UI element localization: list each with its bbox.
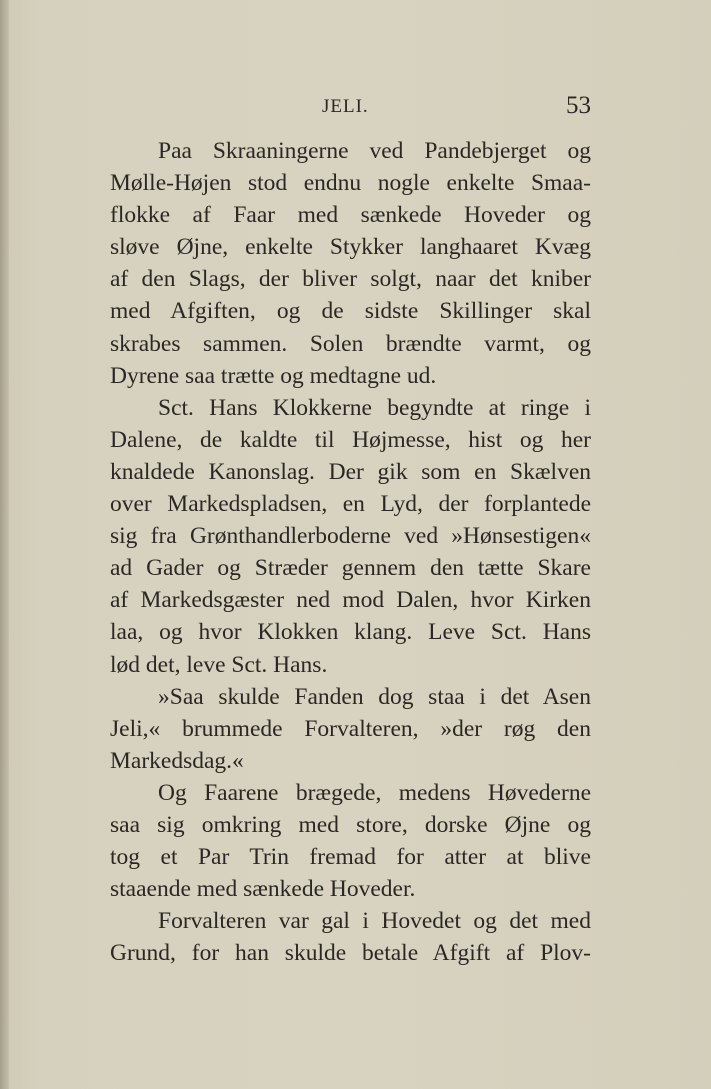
text-line: Dalene, de kaldte til Højmesse, hist og her (110, 426, 591, 453)
page-binding-edge (0, 0, 9, 1089)
text-line: af Markedsgæster ned mod Dalen, hvor Kirken (110, 587, 591, 614)
text-line: med Afgiften, og de sidste Skillinger skal (110, 298, 591, 325)
text-line: lød det, leve Sct. Hans. (110, 651, 328, 678)
text-line: Jeli,« brummede Forvalteren, »der røg den (110, 715, 591, 742)
text-line: Grund, for han skulde betale Afgift af Plov- (110, 940, 591, 967)
text-line: sløve Øjne, enkelte Stykker langhaaret Kvæg (110, 234, 591, 261)
text-line: Mølle-Højen stod endnu nogle enkelte Smaa- (110, 170, 591, 197)
text-line: Markedsdag.« (110, 747, 244, 774)
text-line: sig fra Grønthandlerboderne ved »Hønsestigen« (110, 523, 591, 550)
text-line: Forvalteren var gal i Hovedet og det med (158, 908, 591, 935)
running-title: JELI. (322, 96, 369, 117)
text-line: staaende med sænkede Hoveder. (110, 876, 416, 903)
text-line: Dyrene saa trætte og medtagne ud. (110, 362, 437, 389)
body-text (110, 135, 591, 969)
text-line: skrabes sammen. Solen brændte varmt, og (110, 330, 591, 357)
text-line: laa, og hvor Klokken klang. Leve Sct. Hans (110, 619, 591, 646)
paragraph-2 (110, 392, 591, 681)
text-line: saa sig omkring med store, dorske Øjne og (110, 811, 591, 838)
page-number: 53 (566, 92, 591, 119)
text-line: Paa Skraaningerne ved Pandebjerget og (158, 138, 591, 164)
text-line: Sct. Hans Klokkerne begyndte at ringe i (158, 394, 591, 421)
text-line: Og Faarene brægede, medens Høvederne (158, 779, 591, 806)
text-line: af den Slags, der bliver solgt, naar det kniber (110, 266, 591, 293)
text-line: knaldede Kanonslag. Der gik som en Skælven (110, 458, 591, 485)
paragraph-4 (110, 777, 591, 905)
text-line: tog et Par Trin fremad for atter at blive (110, 844, 591, 871)
paragraph-3 (110, 681, 591, 777)
paragraph-1 (110, 135, 591, 392)
running-head (110, 92, 591, 124)
text-line: flokke af Faar med sænkede Hoveder og (110, 202, 591, 229)
text-line: ad Gader og Stræder gennem den tætte Skare (110, 555, 591, 582)
text-line: over Markedspladsen, en Lyd, der forplantede (110, 491, 591, 518)
paragraph-5 (110, 905, 591, 969)
text-line: »Saa skulde Fanden dog staa i det Asen (158, 683, 591, 710)
